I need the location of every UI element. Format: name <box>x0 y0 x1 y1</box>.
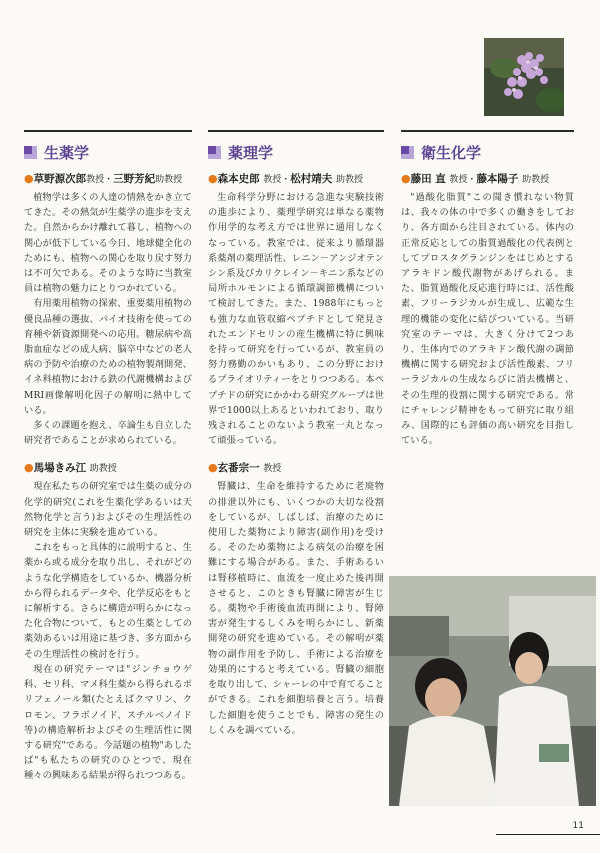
lab-researchers-photo <box>389 576 596 806</box>
staff-line <box>24 171 192 186</box>
staff-name: 森本史郎 <box>217 173 260 185</box>
staff-line <box>208 460 384 475</box>
section-rule <box>401 130 574 132</box>
staff-role: 教授・ <box>263 175 291 185</box>
staff-line <box>24 460 192 475</box>
body-paragraph: 植物学は多くの人達の情熱をかき立ててきた。その熱気が生薬学の進歩を支えた。自然からかけ離れて暮し、植物への関心が低下している今日、地球健全化のためにも、植物への関心を取り戻す努力は不可欠である。そのような時に当教室員は植物の魅力にとりつかれている。 <box>24 192 192 295</box>
staff-role: 助教授 <box>522 175 550 185</box>
staff-role: 助教授 <box>155 175 183 185</box>
staff-line <box>208 171 384 186</box>
orange-dot-icon: ● <box>208 461 218 475</box>
orange-dot-icon: ● <box>24 461 34 475</box>
staff-name: 松村靖夫 <box>290 173 333 185</box>
body-paragraph: 現在の研究テーマは"ジンチョウゲ科、セリ科、マメ科生薬から得られるポリフェノール類(たとえばクマリン、クロモン、フラボノイド、スチルベノイド等)の構造解析およびその生理活性に関する研究"である。今話題の植物"あしたば"も私たちの研究のひとつで、現在種々の興味ある結果が得られつつある。 <box>24 663 192 782</box>
body-paragraph: 有用薬用植物の探索、重要薬用植物の優良品種の選抜、バイオ技術を使っての育種や新資源開発への応用。糖尿病や高脂血症などの成人病、脳卒中などの老人病の予防や治療のための植物製剤開発、イネ科植物における鉄の代謝機構およびMRI画像解明化因子の解明に熱中している。 <box>24 298 192 416</box>
body-paragraph: 腎臓は、生命を維持するために老廃物の排泄以外にも、いくつかの大切な役割をしているが、しばしば、治療のために使用した薬物により障害(副作用)を受ける。そのため薬物による病気の治療を困難にする場合がある。また、手術あるいは腎移植時に、血流を一度止めた後再開させると、このときも腎臓に障害が生じる。薬物や手術後血流再開により、腎障害が発生するしくみを明らかにし、新薬開発の研究を進めている。その解明が薬物の副作用を予防し、手術による治療を効果的にすると考えている。腎臓の細胞を取り出して、シャーレの中で育てることができる。これを細胞培養と言う。培養した細胞を使うことでも、障害の発生のしくみを調べている。 <box>208 481 384 736</box>
section-pharmacology <box>208 130 384 738</box>
staff-line <box>401 171 574 186</box>
section-heading-text: 衛生化学 <box>421 144 482 162</box>
square-bullet-icon <box>208 146 221 159</box>
staff-name: 藤本陽子 <box>476 173 519 185</box>
body-paragraph: 現在私たちの研究室では生薬の成分の化学的研究(これを生薬化学あるいは天然物化学と言う)およびその生理活性の研究を主体に実験を進めている。 <box>24 481 192 539</box>
body-paragraph: "過酸化脂質"この聞き慣れない物質は、我々の体の中で多くの働きをしており、各方面から注目されている。体内の正常反応としての脂質過酸化の代表例としてプロスタグランジンをはじめとするアラキドン酸代謝物があげられる。また、脂質過酸化反応進行時には、活性酸素、フリーラジカルが生成し、広範な生理的機能の変化に結びついている。当研究室のテーマは、大きく分けて2つあり、生体内でのアラキドン酸代謝の調節機構に関する研究および活性酸素、フリーラジカルの生成ならびに消去機構と、その生理的役割に関する研究である。常にチャレンジ精神をもって研究に取り組み、国際的にも評価の高い研究を目指している。 <box>401 192 574 447</box>
section-heading-text: 生薬学 <box>44 144 90 162</box>
lilac-flower-photo <box>484 38 564 116</box>
orange-dot-icon: ● <box>401 172 411 185</box>
section-heading <box>24 142 192 163</box>
body-paragraph: 生命科学分野における急進な実験技術の進歩により、薬理学研究は単なる薬物作用学的な考え方では世界に通用しなくなっている。教室では、従来より循環器系薬剤の薬理活性、レニン－アンジオテンシン系及びカリクレイン－キニン系などの局所ホルモンによる循環調節機構について検討してきた。また、1988年にもっとも強力な血管収縮ペプチドとして発見されたエンドセリンの産生機構に特に興味を持って研究を行っているが、教室員の努力務勤のかいもあり、この分野におけるプライオリティーをとりつつある。本ペプチドの研究にかかわる研究グループは世界で1000以上あるといわれており、取り残されることのないよう教室一丸となって頑張っている。 <box>208 192 384 447</box>
staff-name: 三野芳紀 <box>113 173 156 185</box>
section-heading <box>401 142 574 163</box>
staff-role: 助教授 <box>335 175 363 185</box>
section-rule <box>24 130 192 132</box>
section-pharmacognosy <box>24 130 192 784</box>
footer-rule <box>496 834 600 835</box>
body-paragraph: これをもっと具体的に説明すると、生薬から或る成分を取り出し、それがどのような化学構造をしているか、機器分析から得られるデータや、化学反応をもとに解析する。さらに構造が明らかになった化合物について、もとの生薬としての薬効あるいは用途に基づき、多方面からその生理活性の検討を行う。 <box>24 542 192 660</box>
section-rule <box>208 130 384 132</box>
square-bullet-icon <box>401 146 414 159</box>
staff-role: 教授・ <box>86 175 114 185</box>
staff-role: 教授・ <box>449 175 477 185</box>
page-number: 11 <box>572 821 584 831</box>
orange-dot-icon: ● <box>24 172 34 185</box>
orange-dot-icon: ● <box>208 172 218 185</box>
staff-role: 助教授 <box>89 464 117 475</box>
staff-name: 藤田 直 <box>410 173 446 185</box>
square-bullet-icon <box>24 146 37 159</box>
staff-name: 馬場きみ江 <box>33 462 87 475</box>
section-heading-text: 薬理学 <box>228 144 274 162</box>
staff-role: 教授 <box>263 464 282 475</box>
section-heading <box>208 142 384 163</box>
staff-name: 玄番宗一 <box>217 462 260 475</box>
staff-name: 草野源次郎 <box>33 173 87 185</box>
body-paragraph: 多くの課題を抱え、卒論生も自立した研究者であることが求められている。 <box>24 420 192 447</box>
section-hygienic-chemistry <box>401 130 574 448</box>
